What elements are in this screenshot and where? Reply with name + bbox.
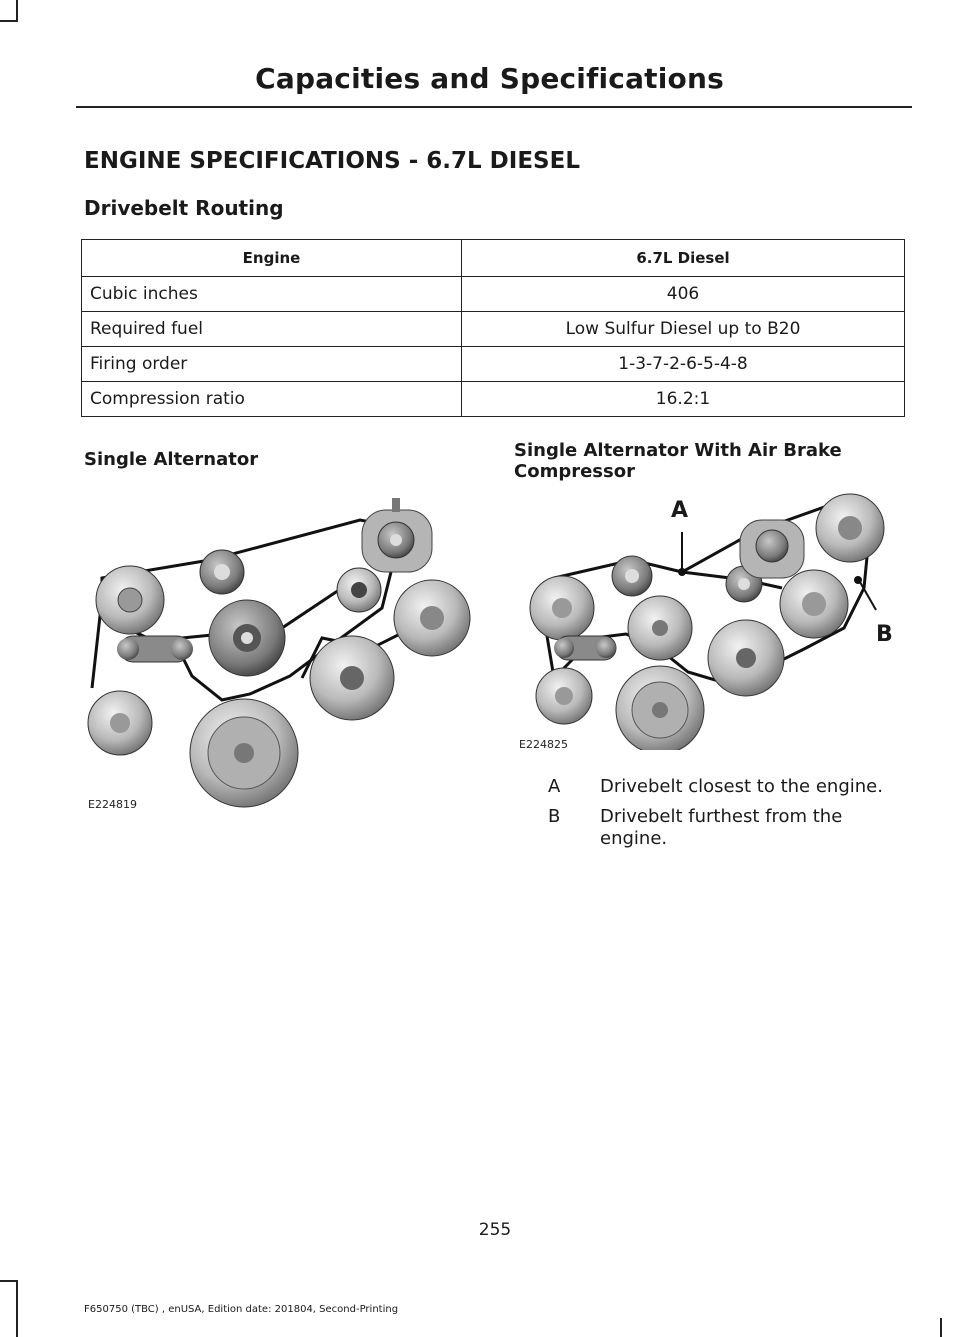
page-header-title: Capacities and Specifications bbox=[255, 62, 724, 95]
table-header-cell: Engine bbox=[82, 240, 462, 277]
legend-item-b bbox=[548, 806, 908, 854]
legend-key: B bbox=[548, 806, 561, 827]
page-number: 255 bbox=[478, 1220, 512, 1240]
header-divider bbox=[76, 106, 912, 108]
figure2-code: E224825 bbox=[519, 738, 568, 751]
table-cell-label: Compression ratio bbox=[82, 382, 462, 417]
crop-mark bbox=[940, 1318, 942, 1337]
table-cell-value: Low Sulfur Diesel up to B20 bbox=[462, 312, 905, 347]
callout-b-label: B bbox=[876, 622, 893, 647]
crop-mark bbox=[0, 1280, 18, 1282]
table-cell-value: 16.2:1 bbox=[462, 382, 905, 417]
single-alternator-belt-diagram bbox=[82, 488, 478, 814]
crop-mark bbox=[0, 20, 18, 22]
crop-mark bbox=[16, 1280, 18, 1337]
table-header-row bbox=[82, 240, 905, 277]
legend-text: Drivebelt closest to the engine. bbox=[600, 776, 883, 797]
figure1-code: E224819 bbox=[88, 798, 137, 811]
table-row bbox=[82, 382, 905, 417]
crop-mark bbox=[16, 0, 18, 22]
table-row bbox=[82, 347, 905, 382]
figure1-title: Single Alternator bbox=[84, 449, 259, 470]
legend-key: A bbox=[548, 776, 561, 797]
table-cell-value: 406 bbox=[462, 277, 905, 312]
table-cell-label: Cubic inches bbox=[82, 277, 462, 312]
legend-text: Drivebelt furthest from the engine. bbox=[600, 806, 843, 849]
figure2-title: Single Alternator With Air Brake Compressor bbox=[514, 440, 842, 482]
page-footer: F650750 (TBC) , enUSA, Edition date: 201804, Second-Printing bbox=[84, 1304, 399, 1315]
table-header-cell: 6.7L Diesel bbox=[462, 240, 905, 277]
section-title: ENGINE SPECIFICATIONS - 6.7L DIESEL bbox=[84, 148, 580, 174]
table-cell-label: Firing order bbox=[82, 347, 462, 382]
engine-spec-table bbox=[81, 239, 905, 417]
table-row bbox=[82, 277, 905, 312]
subsection-title: Drivebelt Routing bbox=[84, 196, 284, 220]
air-brake-compressor-belt-diagram bbox=[514, 488, 910, 750]
table-row bbox=[82, 312, 905, 347]
table-cell-label: Required fuel bbox=[82, 312, 462, 347]
callout-a-label: A bbox=[671, 498, 689, 523]
table-cell-value: 1-3-7-2-6-5-4-8 bbox=[462, 347, 905, 382]
legend-item-a bbox=[548, 776, 908, 800]
